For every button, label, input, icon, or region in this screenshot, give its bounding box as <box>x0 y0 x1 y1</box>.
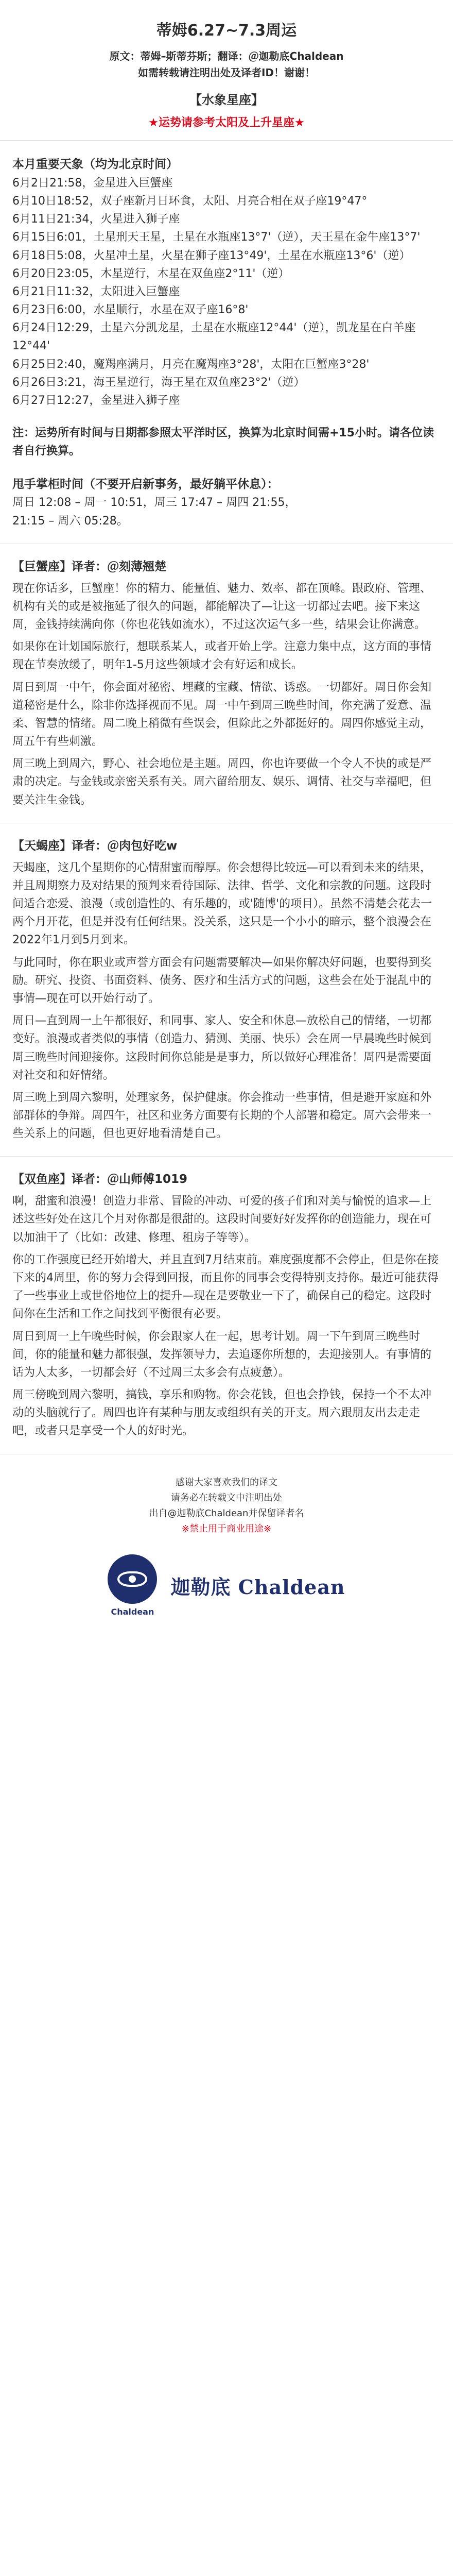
sign-name: 【天蝎座】 <box>12 839 72 853</box>
good-time-section <box>12 475 441 530</box>
events-section <box>12 155 441 410</box>
sign-paragraph: 周三傍晚到周六黎明，搞钱，享乐和购物。你会花钱，但也会挣钱，保持一个不太冲动的头脑就行了。周四也许有某种与朋友或组织有关的开支。周六跟朋友出去走走吧，或者只是享受一个人的好时光。 <box>12 1388 432 1438</box>
sign-paragraph: 周三晚上到周六黎明，处理家务，保护健康。你会推动一些事情，但是避开家庭和外部群体的争辩。周四午，社区和业务方面要有长期的个人部署和稳定。周六会带来一些关系上的问题，但也更好地看清楚自己。 <box>12 1091 432 1141</box>
sign-paragraph: 周日—直到周一上午都很好，和同事、家人、安全和休息—放松自己的情绪，一切都变好。浪漫或者类似的事情（创造力、猜测、美丽、快乐）会在周一早晨晚些时候到周三晚些时间迎接你。这段时间你总能是是事力，所以做好心理准备！周四是需要面对社交和和好情绪。 <box>12 1014 432 1082</box>
sign-translator: 译者：＠山师傅1019 <box>72 1173 188 1187</box>
sign-title <box>12 1170 441 1189</box>
sign-name: 【巨蟹座】 <box>12 560 72 573</box>
sign-title <box>12 557 441 577</box>
good-time-title: 甩手掌柜时间（不要开启新事务，最好躺平休息）： <box>12 477 279 491</box>
page-title: 蒂姆6.27~7.3周运 <box>156 22 297 40</box>
event-item: 6月2日21:58，金星进入巨蟹座 <box>12 176 173 190</box>
timezone-note: 注：运势所有时间与日期都参照太平洋时区，换算为北京时间需+15小时。请各位读者自行换算。 <box>12 427 434 458</box>
event-item: 6月21日11:32，太阳进入巨蟹座 <box>12 285 180 298</box>
event-item: 6月11日21:34，火星进入狮子座 <box>12 213 180 226</box>
event-item: 6月26日3:21，海王星逆行，海王星在双鱼座23°2'（逆） <box>12 376 305 389</box>
sign-paragraph: 周三晚上到周六，野心、社会地位是主题。周四，你也许要做一个令人不快的或是严肃的决定。与金钱或亲密关系有关。周六留给朋友、娱乐、调情、社交与幸福吧，但要关注生金钱。 <box>12 757 432 807</box>
sign-paragraph: 周日到周一上午晚些时候，你会跟家人在一起，思考计划。周一下午到周三晚些时间，你的能量和魅力都很强，发挥领导力，去追逐你所想的，去迎接别人。有事情的话为人太多，一切都会好（不过周三太多会有点疲惫）。 <box>12 1330 432 1379</box>
sign-paragraph: 如果你在计划国际旅行，想联系某人，或者开始上学。注意力集中点，这方面的事情现在节奏放缓了，明年1-5月这些领域才会有好运和成长。 <box>12 640 432 672</box>
divider <box>0 1156 453 1157</box>
sign-section <box>12 1170 441 1440</box>
sign-paragraph: 与此同时，你在职业或声誉方面会有问题需要解决—如果你解决好问题，也要得到奖励。研究、投资、书面资料、债务、医疗和生活方式的问题，这些会在处于混乱中的事情—现在可以开始行动了。 <box>12 956 432 1005</box>
sign-title <box>12 837 441 856</box>
good-time-item: 周日 12:08 – 周一 10:51，周三 17:47 – 周四 21:55， <box>12 496 297 510</box>
good-time-item: 21:15 – 周六 05:28。 <box>12 514 128 528</box>
event-item: 6月24日12:29，土星六分凯龙星，土星在水瓶座12°44'（逆），凯龙星在白羊座12°44' <box>12 321 416 353</box>
events-title: 本月重要天象（均为北京时间） <box>12 158 178 171</box>
sign-sections <box>12 557 441 1454</box>
event-item: 6月18日5:08，火星冲土星，火星在狮子座13°49'，土星在水瓶座13°6'（逆） <box>12 249 411 262</box>
reference-tip: ★运势请参考太阳及上升星座★ <box>148 116 305 129</box>
sign-section <box>12 557 441 809</box>
footer <box>12 1475 441 1617</box>
event-item: 6月10日18:52，双子座新月日环食，太阳、月亮合相在双子座19°47° <box>12 194 368 208</box>
brand-name: 迦勒底 Chaldean <box>170 1575 345 1599</box>
sign-paragraph: 天蝎座，这几个星期你的心情甜蜜而醇厚。你会想得比较远—可以看到未来的结果，并且周期察力及对结果的预判来看待国际、法律、哲学、文化和宗教的问题。这段时间适合恋爱、浪漫（或创造性的、有乐趣的，或'随博'的项目）。虽然不清楚会花去一两个月开花，但是并没有任何结果。没关系，这只是一个小小的暗示，整个浪漫会在2022年1月到5月到来。 <box>12 861 432 947</box>
eye-logo-icon <box>108 1554 157 1604</box>
repost-notice: 如需转载请注明出处及译者ID！谢谢！ <box>137 66 316 79</box>
sign-group-heading: 【水象星座】 <box>189 93 264 107</box>
sign-paragraph: 啊，甜蜜和浪漫！创造力非常、冒险的冲动、可爱的孩子们和对美与愉悦的追求—上述这些好处在这几个月对你都是很甜的。这段时间要好好发挥你的创造能力，现在可以加油干了（比如：改建、修理、租房子等等）。 <box>12 1195 432 1244</box>
brand-logo <box>12 1554 441 1617</box>
events-list <box>12 174 441 410</box>
sign-section <box>12 837 441 1143</box>
footer-thanks: 感谢大家喜欢我们的译文 <box>176 1477 277 1488</box>
event-item: 6月20日23:05，木星逆行，木星在双鱼座2°11'（逆） <box>12 267 290 280</box>
event-item: 6月25日2:40，魔羯座满月，月亮在魔羯座3°28'，太阳在巨蟹座3°28' <box>12 358 370 371</box>
footer-repost-rule: 请务必在转载文中注明出处 <box>171 1492 282 1503</box>
sign-name: 【双鱼座】 <box>12 1173 72 1187</box>
good-time-list <box>12 494 441 530</box>
credit-line: 原文：蒂姆–斯蒂芬斯；翻译：＠迦勒底Chaldean <box>109 50 344 62</box>
sign-paragraph: 现在你话多，巨蟹座！你的精力、能量值、魅力、效率、都在顶峰。跟政府、管理、机构有关的或是被拖延了很久的问题，都能解决了—让这一切都过去吧。接下来这周，金钱持续满向你（你也花钱如流水），不过这次运气多一些，结果会让你满意。 <box>12 582 432 631</box>
sign-translator: 译者：＠刻薄翘楚 <box>72 560 166 573</box>
event-item: 6月15日6:01，土星刑天王星，土星在水瓶座13°7'（逆），天王星在金牛座13°7' <box>12 231 421 244</box>
sign-paragraph: 周日到周一中午，你会面对秘密、埋藏的宝藏、情欲、诱惑。一切都好。周日你会知道秘密是什么，除非你选择视而不见。周一中午到周三晚些时间，你充满了爱意、温柔、智慧的情绪。周二晚上稍微有些误会，但除此之外都挺好的。周四你感觉主动，周五午有些刺激。 <box>12 681 432 749</box>
footer-forbid: ※禁止用于商业用途※ <box>181 1523 272 1534</box>
logo-caption: Chaldean <box>111 1606 154 1617</box>
sign-translator: 译者：＠肉包好吃w <box>72 839 178 853</box>
logo-mark <box>108 1554 157 1617</box>
sign-paragraph: 你的工作强度已经开始增大，并且直到7月结束前。难度强度都不会停止，但是你在接下来的4周里，你的努力会得到回报，而且你的同事会变得特别支持你。最近可能获得了一些事业上或世俗地位上的提升—现在是要敬业一下了，确保自己的稳定。这段时间你在生活和工作之间找到平衡很有必要。 <box>12 1253 439 1321</box>
event-item: 6月23日6:00，水星顺行，水星在双子座16°8' <box>12 303 249 317</box>
footer-source: 出自@迦勒底Chaldean并保留译者名 <box>149 1507 304 1519</box>
event-item: 6月27日12:27，金星进入狮子座 <box>12 394 180 408</box>
